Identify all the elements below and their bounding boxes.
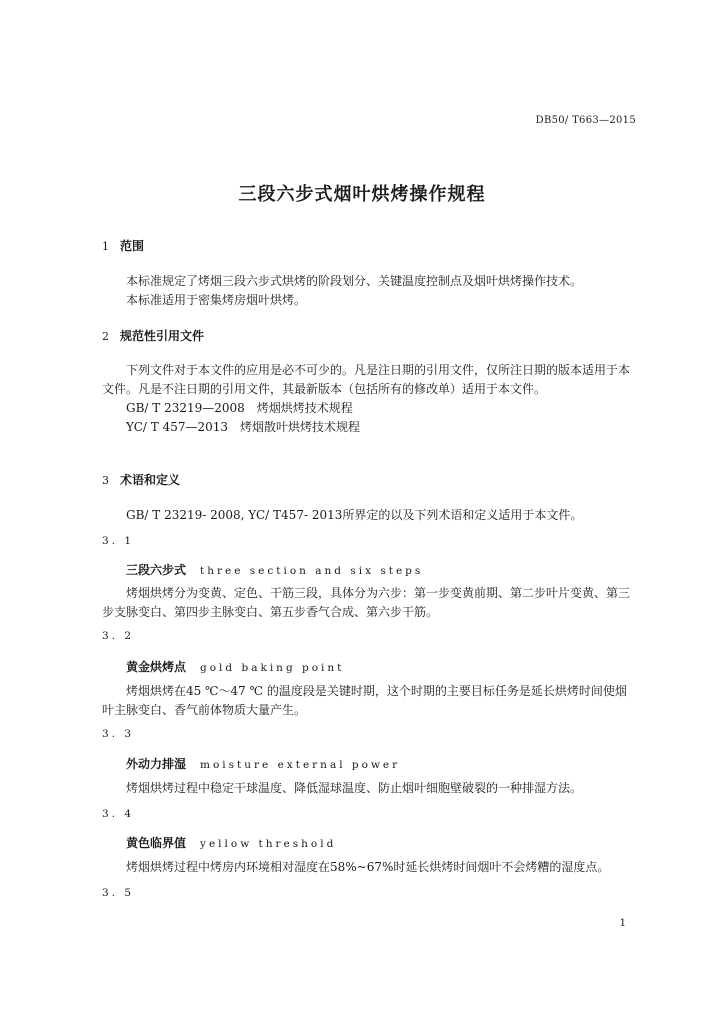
term-number: 3. 1 [102, 535, 135, 547]
term-name-en: yellow threshold [200, 838, 337, 850]
term-name-zh: 黄色临界值 [126, 836, 187, 850]
term-name-en: three section and six steps [200, 565, 424, 577]
section-heading-references [102, 327, 204, 344]
term-definition: 烤烟烘烤在45 ℃～47 ℃ 的温度段是关键时期，这个时期的主要目标任务是延长烘烤时间使烟叶主脉变白、香气前体物质大量产生。 [102, 684, 627, 717]
reference-doc: GB/ T 23219—2008 烤烟烘烤技术规程 [126, 401, 353, 415]
scope-line: 本标准适用于密集烤房烟叶烘烤。 [126, 293, 307, 307]
term-heading [126, 834, 336, 851]
section-title: 范围 [120, 239, 145, 253]
term-name-zh: 黄金烘烤点 [126, 660, 187, 674]
section-heading-scope [102, 237, 144, 254]
page-number: 1 [619, 918, 626, 929]
references-intro: 下列文件对于本文件的应用是必不可少的。凡是注日期的引用文件，仅所注日期的版本适用于本文件。凡是不注日期的引用文件，其最新版本（包括所有的修改单）适用于本文件。 [102, 363, 631, 396]
section-heading-terms [102, 471, 180, 488]
term-name-en: moisture external power [200, 759, 401, 771]
term-heading [126, 561, 423, 578]
term-number: 3. 4 [102, 808, 135, 820]
term-number: 3. 3 [102, 728, 135, 740]
scope-line: 本标准规定了烤烟三段六步式烘烤的阶段划分、关键温度控制点及烟叶烘烤操作技术。 [126, 274, 583, 288]
term-number: 3. 2 [102, 630, 135, 642]
document-title: 三段六步式烟叶烘烤操作规程 [238, 184, 486, 205]
term-definition: 烤烟烘烤过程中烤房内环境相对湿度在58%~67%时延长烘烤时间烟叶不会烤糟的湿度点。 [126, 860, 610, 874]
document-code: DB50/ T663—2015 [535, 115, 636, 126]
reference-doc: YC/ T 457—2013 烤烟散叶烘烤技术规程 [126, 420, 361, 434]
section-title: 术语和定义 [120, 473, 181, 487]
section-number: 3 [102, 474, 109, 487]
term-definition: 烤烟烘烤分为变黄、定色、干筋三段，具体分为六步：第一步变黄前期、第二步叶片变黄、第三步支脉变白、第四步主脉变白、第五步香气合成、第六步干筋。 [102, 586, 631, 619]
term-name-en: gold baking point [200, 662, 345, 674]
term-name-zh: 外动力排湿 [126, 757, 187, 771]
terms-intro: GB/ T 23219- 2008, YC/ T457- 2013所界定的以及下列术语和定义适用于本文件。 [126, 508, 583, 522]
section-title: 规范性引用文件 [120, 329, 205, 343]
term-name-zh: 三段六步式 [126, 563, 187, 577]
term-heading [126, 658, 344, 675]
term-number: 3. 5 [102, 887, 135, 899]
section-number: 2 [102, 330, 109, 343]
section-number: 1 [102, 240, 109, 253]
term-definition: 烤烟烘烤过程中稳定干球温度、降低湿球温度、防止烟叶细胞壁破裂的一种排湿方法。 [126, 781, 583, 795]
term-heading [126, 755, 400, 772]
